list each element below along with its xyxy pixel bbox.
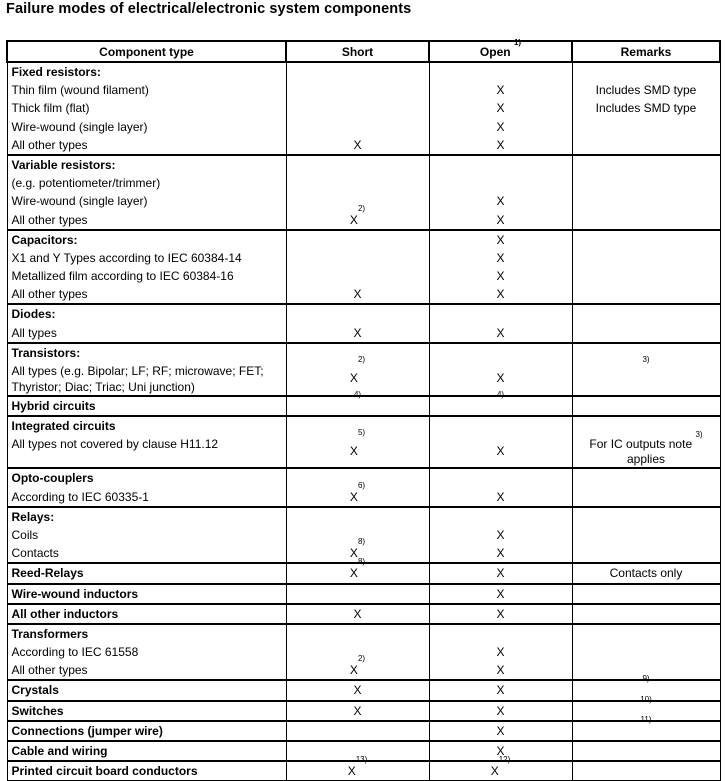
remark-text: [573, 469, 720, 487]
open-mark: [430, 435, 572, 467]
remark-text: [573, 605, 720, 623]
short-cell: [286, 390, 429, 416]
remark-text: [573, 285, 720, 303]
component-type-cell: [7, 304, 286, 342]
table-row: [7, 62, 720, 155]
short-mark: [287, 654, 429, 679]
open-value: X: [496, 566, 505, 581]
open-mark: [430, 324, 572, 342]
footnote-ref: 6): [357, 480, 366, 490]
short-mark: [287, 156, 429, 174]
short-mark: [287, 390, 429, 415]
remarks-cell: [572, 624, 720, 684]
component-line: Metallized film according to IEC 60384-16: [11, 269, 234, 284]
open-mark: [430, 702, 572, 720]
open-mark: [430, 344, 572, 362]
remark-value: Includes SMD type: [595, 83, 697, 98]
group-heading: Capacitors:: [11, 232, 78, 247]
open-value: X: [496, 232, 505, 247]
group-heading: Crystals: [11, 683, 59, 698]
short-cell: [286, 468, 429, 506]
open-mark: [430, 605, 572, 623]
remark-text: [573, 742, 720, 760]
table-row: [7, 721, 720, 741]
open-value: X: [496, 606, 505, 621]
open-cell: [429, 604, 572, 624]
remarks-cell: [572, 714, 720, 741]
open-cell: [429, 563, 572, 583]
remarks-cell: [572, 604, 720, 624]
open-value: X: [496, 645, 505, 660]
short-mark: [287, 625, 429, 643]
table-row: [7, 584, 720, 604]
component-line: Wire-wound (single layer): [11, 194, 148, 209]
open-value: X: [496, 250, 505, 265]
remark-text: [573, 397, 720, 415]
short-mark: [287, 428, 429, 467]
table-row: [7, 761, 720, 781]
short-mark: [287, 63, 429, 81]
short-value: X: [349, 371, 358, 385]
open-cell: [429, 507, 572, 564]
footnote-ref: 4): [496, 390, 505, 399]
short-mark: [287, 136, 429, 154]
short-cell: [286, 155, 429, 230]
component-line: All types: [11, 325, 57, 340]
component-line: According to IEC 61558: [11, 645, 139, 660]
short-cell: [286, 721, 429, 741]
footnote-ref: 2): [357, 654, 366, 664]
component-type-cell: [7, 416, 286, 468]
component-type-cell: [7, 468, 286, 506]
remark-text: [573, 355, 720, 394]
short-value: X: [353, 703, 362, 718]
remarks-cell: [572, 155, 720, 230]
remarks-cell: [572, 304, 720, 342]
table-row: [7, 563, 720, 583]
component-line: All types not covered by clause H11.12: [11, 437, 219, 452]
footnote-ref: 2): [357, 203, 366, 213]
remark-text: [573, 156, 720, 174]
component-line: (e.g. potentiometer/trimmer): [11, 176, 161, 191]
open-value: X: [496, 83, 505, 98]
short-cell: [286, 624, 429, 681]
table-row: [7, 416, 720, 468]
component-type-cell: [7, 62, 286, 155]
open-mark: [430, 285, 572, 303]
open-cell: [429, 624, 572, 681]
open-value: X: [496, 269, 505, 284]
remark-text: [573, 324, 720, 342]
open-mark: [430, 722, 572, 740]
table-row: [7, 155, 720, 230]
short-mark: [287, 702, 429, 720]
open-mark: [430, 231, 572, 249]
table-row: [7, 680, 720, 700]
table-row: [7, 396, 720, 416]
remarks-cell: [572, 563, 720, 583]
short-mark: [287, 285, 429, 303]
group-heading: Relays:: [11, 509, 55, 524]
open-cell: [429, 701, 572, 721]
remarks-cell: [572, 343, 720, 396]
short-cell: [286, 701, 429, 721]
short-cell: [286, 584, 429, 604]
group-heading: Diodes:: [11, 307, 56, 322]
group-heading: Printed circuit board conductors: [11, 764, 198, 779]
open-value: X: [490, 764, 499, 779]
short-mark: [287, 118, 429, 136]
remarks-cell: [572, 507, 720, 564]
open-cell: [429, 416, 572, 468]
remark-text: [573, 564, 720, 582]
footnote-ref: 8): [357, 557, 366, 567]
remark-text: [573, 585, 720, 603]
open-cell: [429, 230, 572, 305]
open-cell: [429, 755, 572, 781]
remarks-cell: [572, 230, 720, 305]
open-value: X: [496, 546, 505, 561]
short-value: X: [349, 546, 358, 561]
component-type-cell: [7, 604, 286, 624]
open-cell: [429, 155, 572, 230]
open-mark: [430, 526, 572, 544]
open-value: X: [496, 586, 505, 601]
short-mark: [287, 231, 429, 249]
group-heading: Transistors:: [11, 345, 81, 360]
open-value: X: [496, 489, 505, 504]
header-open: Open $^{1)}$: [429, 41, 572, 62]
open-mark: [430, 417, 572, 435]
open-value: X: [496, 723, 505, 738]
short-value: X: [349, 489, 358, 504]
short-mark: [287, 99, 429, 117]
remark-text: [573, 211, 720, 229]
open-mark: [430, 469, 572, 487]
remark-text: [573, 714, 720, 740]
table-row: [7, 507, 720, 564]
open-value: X: [496, 119, 505, 134]
footnote-ref: 11): [640, 714, 652, 724]
open-mark: [430, 267, 572, 285]
open-mark: [430, 136, 572, 154]
short-cell: [286, 304, 429, 342]
short-mark: [287, 605, 429, 623]
remarks-cell: [572, 468, 720, 506]
open-mark: [430, 156, 572, 174]
open-mark: [430, 63, 572, 81]
open-cell: [429, 680, 572, 700]
footnote-ref: 10): [640, 694, 652, 704]
remark-text: [573, 508, 720, 526]
remarks-cell: [572, 62, 720, 155]
group-heading: Cable and wiring: [11, 744, 108, 758]
open-cell: [429, 468, 572, 506]
open-mark: [430, 211, 572, 229]
remark-value: applies: [626, 452, 666, 467]
short-mark: [287, 722, 429, 740]
remark-text: [573, 174, 720, 192]
component-type-cell: [7, 507, 286, 564]
component-line: All other types: [11, 137, 88, 152]
table-row: [7, 304, 720, 342]
footnote-ref: 12): [498, 755, 511, 765]
short-mark: [287, 203, 429, 229]
open-mark: [430, 625, 572, 643]
table-row: [7, 604, 720, 624]
open-value: X: [496, 703, 505, 718]
group-heading: Fixed resistors:: [11, 65, 101, 79]
open-mark: [430, 118, 572, 136]
footnote-ref: 3): [695, 430, 703, 440]
component-type-cell: [7, 721, 286, 741]
component-type-cell: [7, 396, 286, 416]
short-mark: [287, 81, 429, 99]
short-value: X: [349, 212, 358, 227]
component-line: Contacts: [11, 546, 59, 561]
short-mark: [287, 267, 429, 285]
open-value: X: [496, 101, 505, 116]
remark-text: [573, 118, 720, 136]
table-row: [7, 624, 720, 681]
remarks-cell: [572, 584, 720, 604]
remark-text: [573, 488, 720, 506]
open-mark: [430, 390, 572, 415]
short-mark: [287, 557, 429, 582]
group-heading: Reed-Relays: [11, 566, 84, 581]
remark-text: [573, 762, 720, 780]
short-value: X: [353, 683, 362, 698]
remark-text: [573, 625, 720, 643]
remark-text: [573, 267, 720, 285]
remark-value: Includes SMD type: [595, 101, 697, 116]
open-value: X: [496, 683, 505, 698]
table-row: [7, 701, 720, 721]
remark-text: [573, 430, 720, 467]
remark-text: [573, 63, 720, 81]
short-value: X: [349, 566, 358, 581]
component-type-cell: [7, 701, 286, 721]
short-cell: [286, 416, 429, 468]
component-type-cell: [7, 624, 286, 681]
open-mark: [430, 508, 572, 526]
short-mark: [287, 324, 429, 342]
open-mark: [430, 249, 572, 267]
component-line: Wire-wound (single layer): [11, 119, 148, 134]
group-heading: Integrated circuits: [11, 419, 116, 434]
remarks-cell: [572, 416, 720, 468]
short-mark: [287, 305, 429, 323]
component-type-cell: [7, 230, 286, 305]
short-mark: [287, 681, 429, 699]
short-mark: [287, 585, 429, 603]
open-cell: [429, 721, 572, 741]
open-cell: [429, 304, 572, 342]
open-value: X: [496, 212, 505, 227]
open-mark: [430, 81, 572, 99]
open-value: X: [496, 744, 505, 758]
group-heading: Opto-couplers: [11, 471, 94, 486]
open-mark: [430, 564, 572, 582]
open-value: X: [496, 325, 505, 340]
component-line: Thin film (wound filament): [11, 83, 149, 98]
remark-text: [573, 305, 720, 323]
header-short: Short: [286, 41, 429, 62]
open-value: X: [496, 194, 505, 209]
open-mark: [430, 544, 572, 562]
short-value: X: [353, 606, 362, 621]
remark-text: [573, 81, 720, 99]
footnote-ref: 13): [355, 755, 368, 765]
group-heading: Connections (jumper wire): [11, 723, 163, 738]
open-cell: [429, 343, 572, 396]
component-line: All other types: [11, 212, 88, 227]
group-heading: Hybrid circuits: [11, 399, 96, 413]
remark-text: [573, 99, 720, 117]
open-mark: [430, 488, 572, 506]
short-mark: [287, 249, 429, 267]
remark-value: Contacts only: [609, 566, 683, 581]
header-component-type: Component type: [7, 41, 286, 62]
short-value: X: [347, 764, 356, 779]
open-mark: [430, 99, 572, 117]
short-cell: [286, 680, 429, 700]
group-heading: Variable resistors:: [11, 157, 116, 172]
component-line: Thick film (flat): [11, 101, 90, 116]
remark-value: For IC outputs note: [589, 437, 693, 452]
footnote-ref: 4): [353, 390, 362, 399]
open-value: X: [496, 137, 505, 152]
short-mark: [287, 755, 429, 780]
open-mark: [430, 643, 572, 661]
component-type-cell: [7, 563, 286, 583]
component-line: Coils: [11, 527, 39, 542]
short-value: X: [353, 137, 362, 152]
group-heading: Transformers: [11, 626, 89, 641]
open-value: X: [496, 527, 505, 542]
component-line: All other types: [11, 663, 88, 678]
component-type-cell: [7, 343, 286, 396]
open-value: X: [496, 663, 505, 678]
component-line: X1 and Y Types according to IEC 60384-14: [11, 250, 242, 265]
component-type-cell: [7, 155, 286, 230]
remarks-cell: [572, 741, 720, 761]
open-cell: [429, 584, 572, 604]
failure-modes-table: [6, 40, 721, 781]
short-mark: [287, 480, 429, 506]
header-open-footnote: 1): [513, 38, 522, 47]
open-value: X: [496, 371, 505, 385]
short-cell: [286, 604, 429, 624]
short-cell: [286, 230, 429, 305]
short-value: X: [353, 325, 362, 340]
footnote-ref: 2): [357, 355, 366, 364]
component-line: According to IEC 60335-1: [11, 489, 149, 504]
remark-text: [573, 136, 720, 154]
open-mark: [430, 174, 572, 192]
open-mark: [430, 681, 572, 699]
remark-text: [573, 249, 720, 267]
remark-text: [573, 231, 720, 249]
open-cell: [429, 390, 572, 416]
open-mark: [430, 305, 572, 323]
component-type-cell: [7, 741, 286, 761]
short-value: X: [349, 444, 358, 459]
table-row: [7, 468, 720, 506]
remarks-cell: [572, 761, 720, 781]
remark-text: [573, 643, 720, 661]
open-mark: [430, 755, 572, 780]
short-cell: [286, 557, 429, 583]
open-cell: [429, 62, 572, 155]
component-line: All types (e.g. Bipolar; LF; RF; microwave; FET; Thyristor; Diac; Triac; Uni junction): [11, 364, 264, 394]
group-heading: Wire-wound inductors: [11, 586, 139, 601]
footnote-ref: 5): [357, 428, 366, 438]
footnote-ref: 3): [642, 355, 650, 364]
remark-text: [573, 192, 720, 210]
component-type-cell: [7, 584, 286, 604]
short-value: X: [349, 663, 358, 678]
short-cell: [286, 755, 429, 781]
group-heading: All other inductors: [11, 606, 119, 621]
short-mark: [287, 508, 429, 526]
open-mark: [430, 192, 572, 210]
remark-text: [573, 526, 720, 544]
short-value: X: [353, 287, 362, 302]
remarks-cell: [572, 396, 720, 416]
table-row: [7, 230, 720, 305]
short-cell: [286, 343, 429, 396]
component-type-cell: [7, 680, 286, 700]
footnote-ref: 8): [357, 537, 366, 547]
header-remarks: Remarks: [572, 41, 720, 62]
open-mark: [430, 585, 572, 603]
remark-text: [573, 544, 720, 562]
short-cell: [286, 507, 429, 567]
table-row: [7, 343, 720, 396]
component-line: All other types: [11, 287, 88, 302]
component-type-cell: [7, 761, 286, 781]
open-mark: [430, 661, 572, 679]
footnote-ref: 9): [642, 674, 650, 684]
open-value: X: [496, 287, 505, 302]
short-mark: [287, 174, 429, 192]
page-title: Failure modes of electrical/electronic system components: [6, 1, 412, 17]
short-cell: [286, 62, 429, 155]
group-heading: Switches: [11, 703, 64, 718]
open-value: X: [496, 444, 505, 459]
table-header-row: [7, 41, 720, 62]
